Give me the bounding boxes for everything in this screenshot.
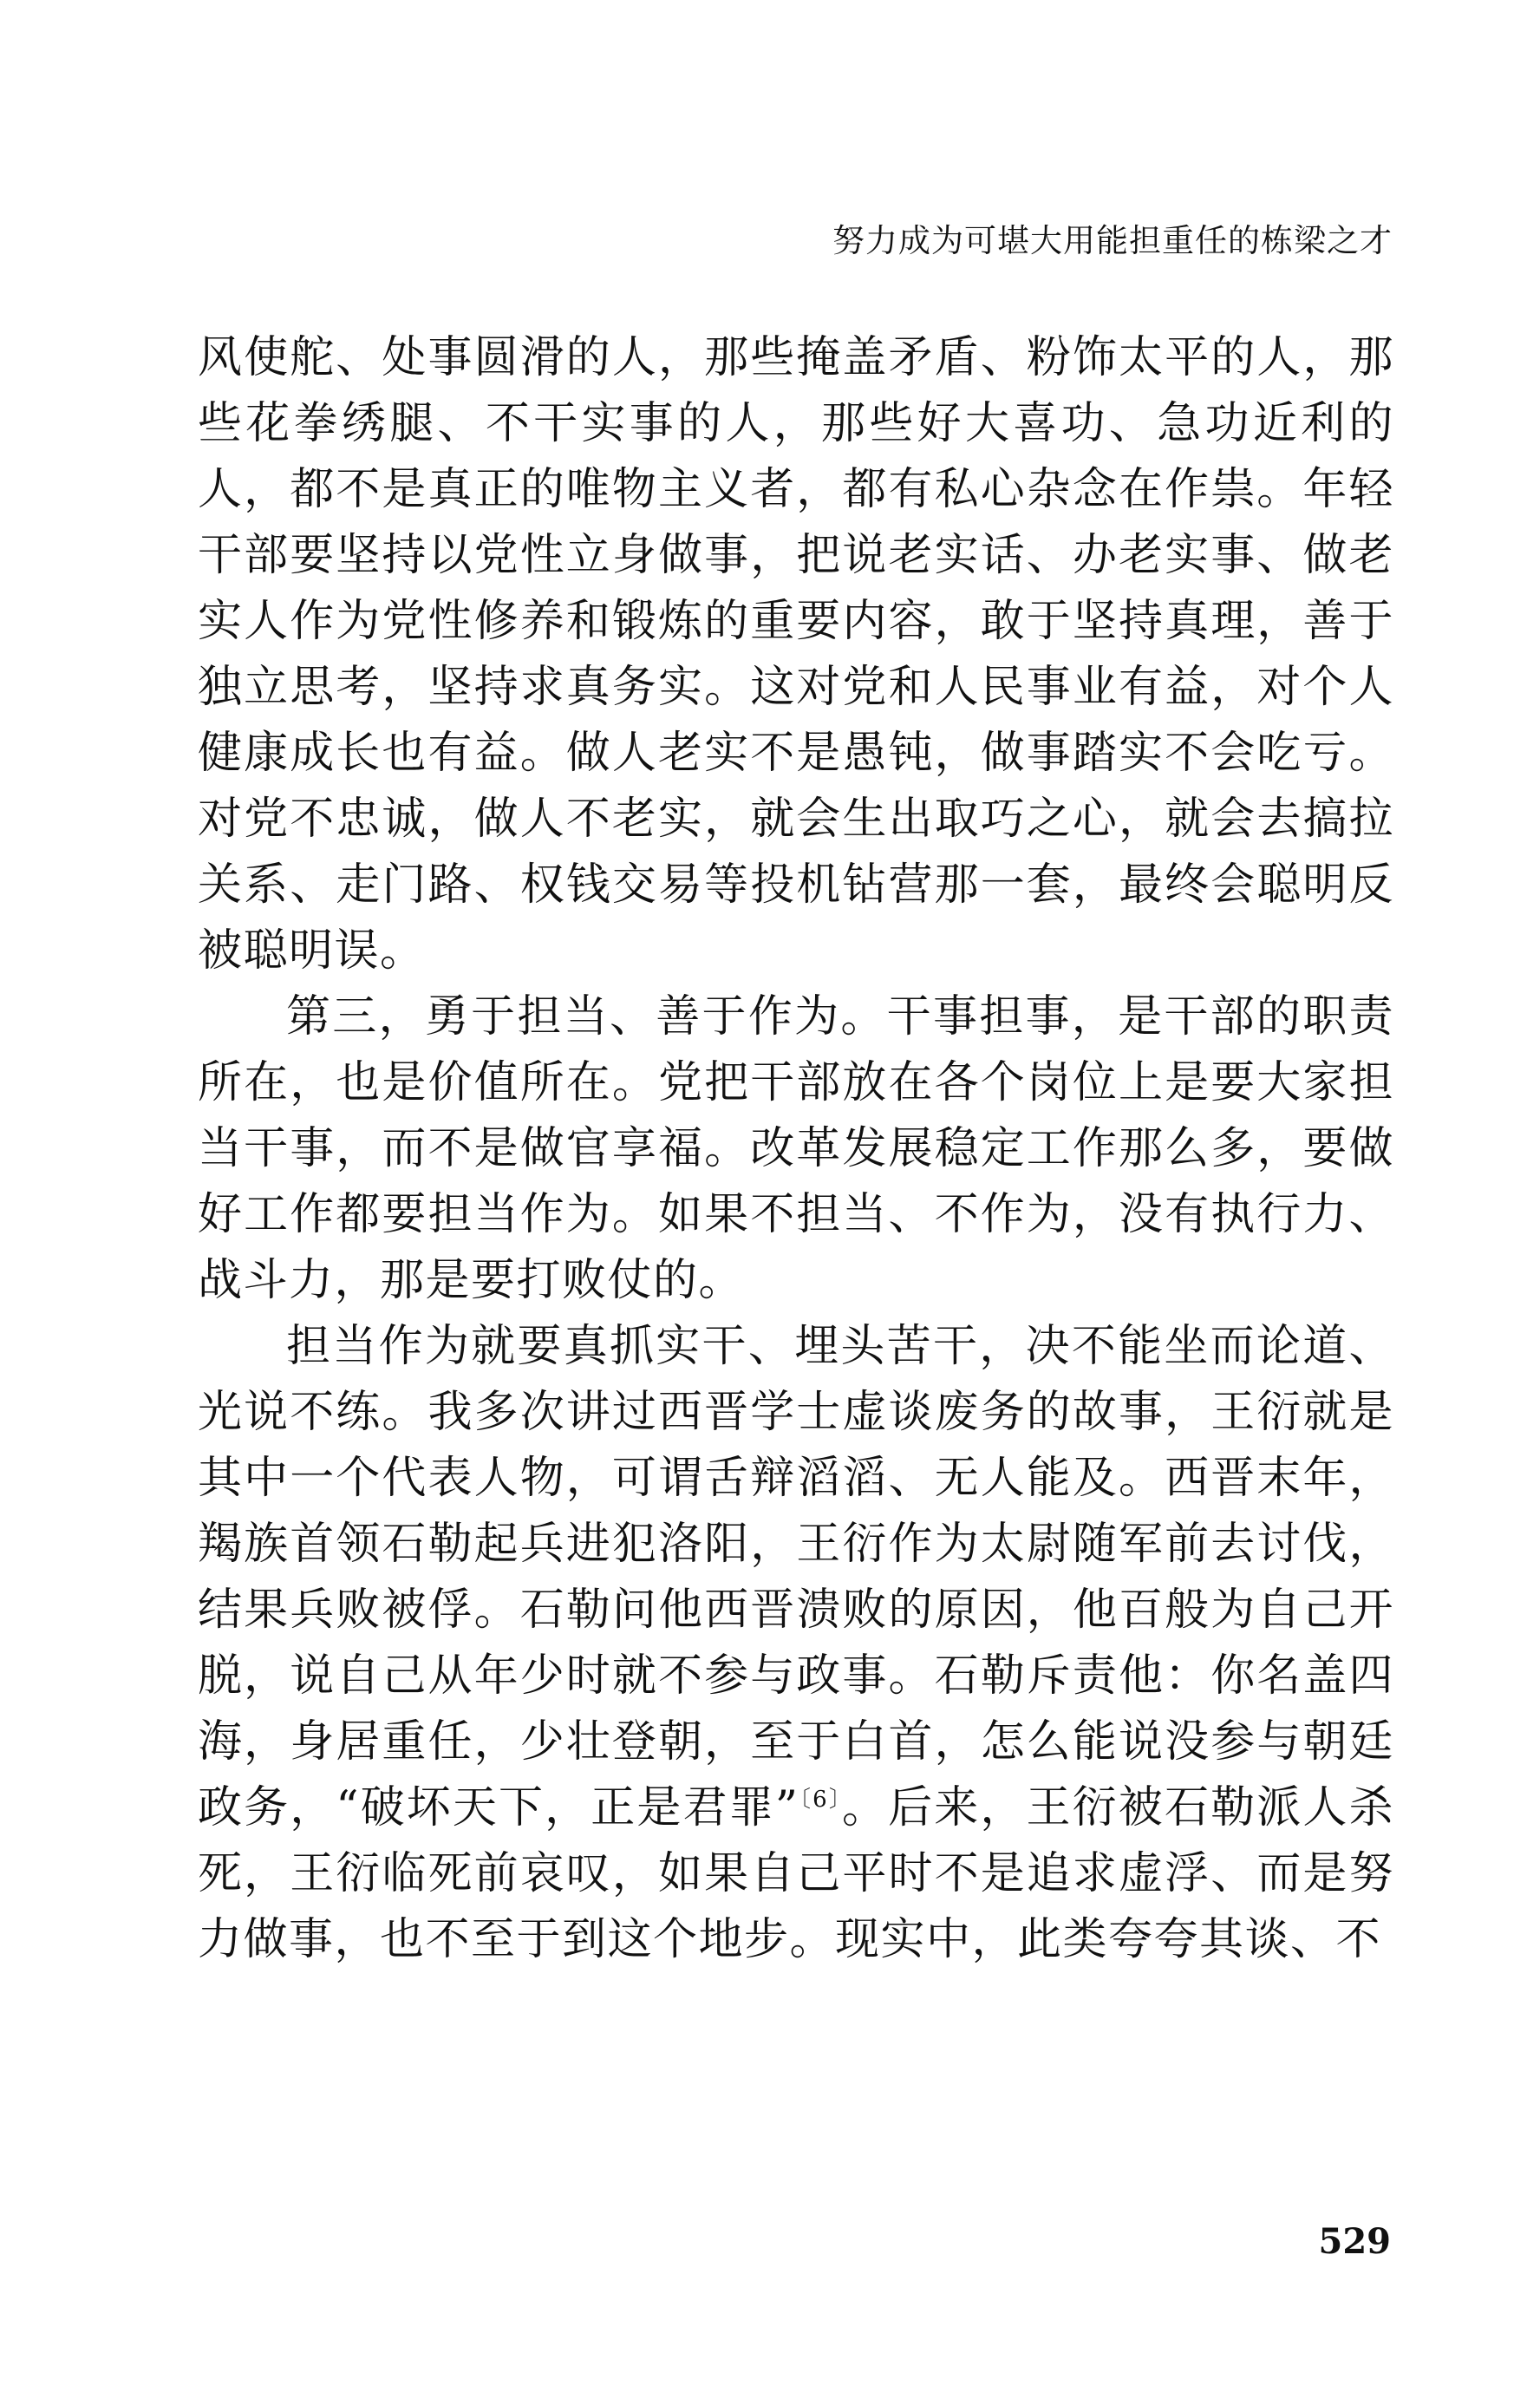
paragraph-3-text-before-note: 担当作为就要真抓实干、埋头苦干，决不能坐而论道、光说不练。我多次讲过西晋学士虚谈废务的故事，王衍就是其中一个代表人物，可谓舌辩滔滔、无人能及。西晋末年，羯族首领石勒起兵进犯洛阳，王衍作为太尉随军前去讨伐，结果兵败被俘。石勒问他西晋溃败的原因，他百般为自己开脱，说自己从年少时就不参与政事。石勒斥责他：你名盖四海，身居重任，少壮登朝，至于白首，怎么能说没参与朝廷政务，“破坏天下，正是君罪” [198, 1321, 1394, 1833]
body-text [198, 325, 1394, 1973]
footnote-reference[interactable]: 〔6〕 [799, 1787, 842, 1813]
running-header: 努力成为可堪大用能担重任的栋梁之才 [832, 222, 1393, 259]
paragraph-3-text-after-note: 。后来，王衍被石勒派人杀死，王衍临死前哀叹，如果自己平时不是追求虚浮、而是努力做事，也不至于到这个地步。现实中，此类夸夸其谈、不 [198, 1782, 1394, 1965]
paragraph-2: 第三，勇于担当、善于作为。干事担事，是干部的职责所在，也是价值所在。党把干部放在各个岗位上是要大家担当干事，而不是做官享福。改革发展稳定工作那么多，要做好工作都要担当作为。如果不担当、不作为，没有执行力、战斗力，那是要打败仗的。 [198, 991, 1394, 1306]
paragraph-1: 风使舵、处事圆滑的人，那些掩盖矛盾、粉饰太平的人，那些花拳绣腿、不干实事的人，那些好大喜功、急功近利的人，都不是真正的唯物主义者，都有私心杂念在作祟。年轻干部要坚持以党性立身做事，把说老实话、办老实事、做老实人作为党性修养和锻炼的重要内容，敢于坚持真理，善于独立思考，坚持求真务实。这对党和人民事业有益，对个人健康成长也有益。做人老实不是愚钝，做事踏实不会吃亏。对党不忠诚，做人不老实，就会生出取巧之心，就会去搞拉关系、走门路、权钱交易等投机钻营那一套，最终会聪明反被聪明误。 [198, 332, 1394, 977]
paragraph-3 [198, 1314, 1394, 1973]
page-number: 529 [1318, 2221, 1391, 2262]
